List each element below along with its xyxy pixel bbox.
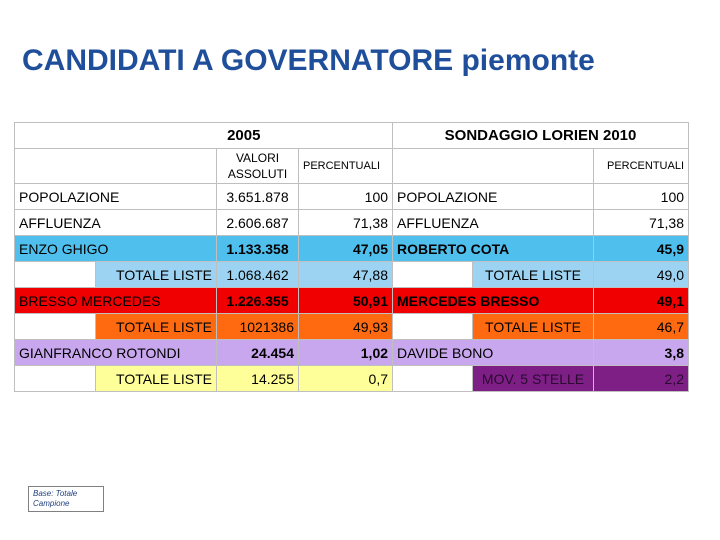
candidate-ghigo-abs: 1.133.358: [217, 236, 299, 262]
results-grid: [14, 122, 689, 392]
page-title-main: CANDIDATI A GOVERNATORE: [22, 44, 454, 77]
table-row: [15, 210, 689, 236]
candidate-rotondi-label: GIANFRANCO ROTONDI: [15, 340, 217, 366]
table-row: [15, 340, 689, 366]
totale-liste-pct-2005: 0,7: [299, 366, 393, 392]
candidate-cota-label: ROBERTO COTA: [393, 236, 594, 262]
table-row: [15, 262, 689, 288]
candidate-bresso-label: BRESSO MERCEDES: [15, 288, 217, 314]
candidate-rotondi-abs: 24.454: [217, 340, 299, 366]
base-note: Base: Totale Campione: [28, 486, 104, 512]
totale-liste-pct-2010: 49,0: [594, 262, 689, 288]
row-label-2010: POPOLAZIONE: [393, 184, 594, 210]
candidate-bono-label: DAVIDE BONO: [393, 340, 594, 366]
subheader-percentuali-2010: PERCENTUALI: [594, 149, 689, 184]
row-abs-2005: 3.651.878: [217, 184, 299, 210]
candidate-ghigo-label: ENZO GHIGO: [15, 236, 217, 262]
row-pct-2005: 71,38: [299, 210, 393, 236]
subheader-row: [15, 149, 689, 184]
row-abs-2005: 2.606.687: [217, 210, 299, 236]
totale-liste-abs-2005: 14.255: [217, 366, 299, 392]
table-row: [15, 288, 689, 314]
candidate-bono-pct: 3,8: [594, 340, 689, 366]
candidate-mercedes-bresso-pct: 49,1: [594, 288, 689, 314]
table-row: [15, 314, 689, 340]
totale-liste-pct-2005: 49,93: [299, 314, 393, 340]
page-title: [22, 44, 595, 78]
totale-liste-label-2005: TOTALE LISTE: [96, 314, 217, 340]
header-sondaggio-2010: SONDAGGIO LORIEN 2010: [393, 123, 689, 149]
table-row: [15, 366, 689, 392]
totale-liste-abs-2005: 1.068.462: [217, 262, 299, 288]
totale-liste-label-2005: TOTALE LISTE: [96, 366, 217, 392]
row-pct-2010: 71,38: [594, 210, 689, 236]
table-row: [15, 184, 689, 210]
totale-liste-label-2010: TOTALE LISTE: [473, 314, 594, 340]
totale-liste-pct-2010: 46,7: [594, 314, 689, 340]
subheader-percentuali-2005: PERCENTUALI: [299, 149, 393, 184]
row-label-2005: AFFLUENZA: [15, 210, 217, 236]
candidate-cota-pct: 45,9: [594, 236, 689, 262]
table-row: [15, 236, 689, 262]
candidate-ghigo-pct: 47,05: [299, 236, 393, 262]
totale-liste-label-2005: TOTALE LISTE: [96, 262, 217, 288]
subheader-valori-assoluti: VALORI ASSOLUTI: [217, 149, 299, 184]
mov-5-stelle-label: MOV. 5 STELLE: [473, 366, 594, 392]
row-label-2010: AFFLUENZA: [393, 210, 594, 236]
page-title-region: piemonte: [461, 44, 595, 77]
totale-liste-pct-2005: 47,88: [299, 262, 393, 288]
row-pct-2010: 100: [594, 184, 689, 210]
header-2005: 2005: [96, 123, 393, 149]
totale-liste-label-2010: TOTALE LISTE: [473, 262, 594, 288]
candidate-bresso-abs: 1.226.355: [217, 288, 299, 314]
candidate-mercedes-bresso-label: MERCEDES BRESSO: [393, 288, 594, 314]
candidate-rotondi-pct: 1,02: [299, 340, 393, 366]
row-label-2005: POPOLAZIONE: [15, 184, 217, 210]
totale-liste-abs-2005: 1021386: [217, 314, 299, 340]
candidate-bresso-pct: 50,91: [299, 288, 393, 314]
year-header-row: [15, 123, 689, 149]
mov-5-stelle-pct: 2,2: [594, 366, 689, 392]
row-pct-2005: 100: [299, 184, 393, 210]
